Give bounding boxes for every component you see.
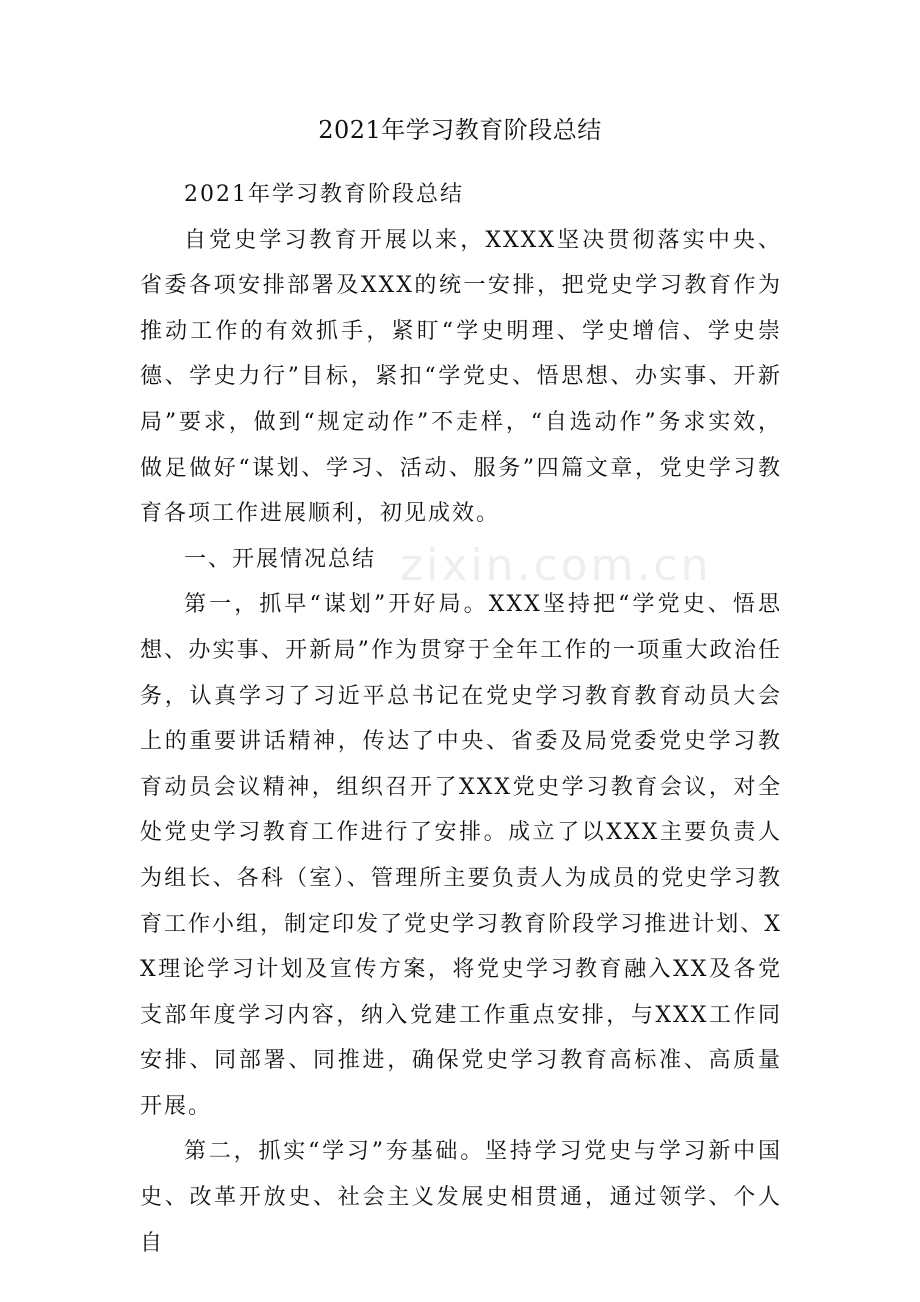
paragraph-subtitle: 2021年学习教育阶段总结 xyxy=(184,182,464,207)
paragraph-first: 第一，抓早“谋划”开好局。XXX坚持把“学党史、悟思想、办实事、开新局”作为贯穿于全年工作的一项重大政治任务，认真学习了习近平总书记在党史学习教育教育动员大会上的重要讲话精神，传达了中央、省委及局党委党史学习教育动员会议精神，组织召开了XXX党史学习教育会议，对全处党史学习教育工作进行了安排。成立了以XXX主要负责人为组长、各科（室）、管理所主要负责人为成员的党史学习教育工作小组，制定印发了党史学习教育阶段学习推进计划、XX理论学习计划及宣传方案，将党史学习教育融入XX及各党支部年度学习内容，纳入党建工作重点安排，与XXX工作同安排、同部署、同推进，确保党史学习教育高标准、高质量开展。 xyxy=(140,592,782,1119)
document-title: 2021年学习教育阶段总结 xyxy=(318,116,602,144)
document-body xyxy=(140,172,782,1266)
watermark-text: zixin.com.cn xyxy=(400,540,712,591)
paragraph-intro: 自党史学习教育开展以来，XXXX坚决贯彻落实中央、省委各项安排部署及XXX的统一安排，把党史学习教育作为推动工作的有效抓手，紧盯“学史明理、学史增信、学史崇德、学史力行”目标，紧扣“学党史、悟思想、办实事、开新局”要求，做到“规定动作”不走样，“自选动作”务求实效，做足做好“谋划、学习、活动、服务”四篇文章，党史学习教育各项工作进展顺利，初见成效。 xyxy=(140,227,782,527)
paragraph-second: 第二，抓实“学习”夯基础。坚持学习党史与学习新中国史、改革开放史、社会主义发展史相贯通，通过领学、个人自 xyxy=(140,1139,782,1256)
section-heading: 一、开展情况总结 xyxy=(184,546,377,572)
